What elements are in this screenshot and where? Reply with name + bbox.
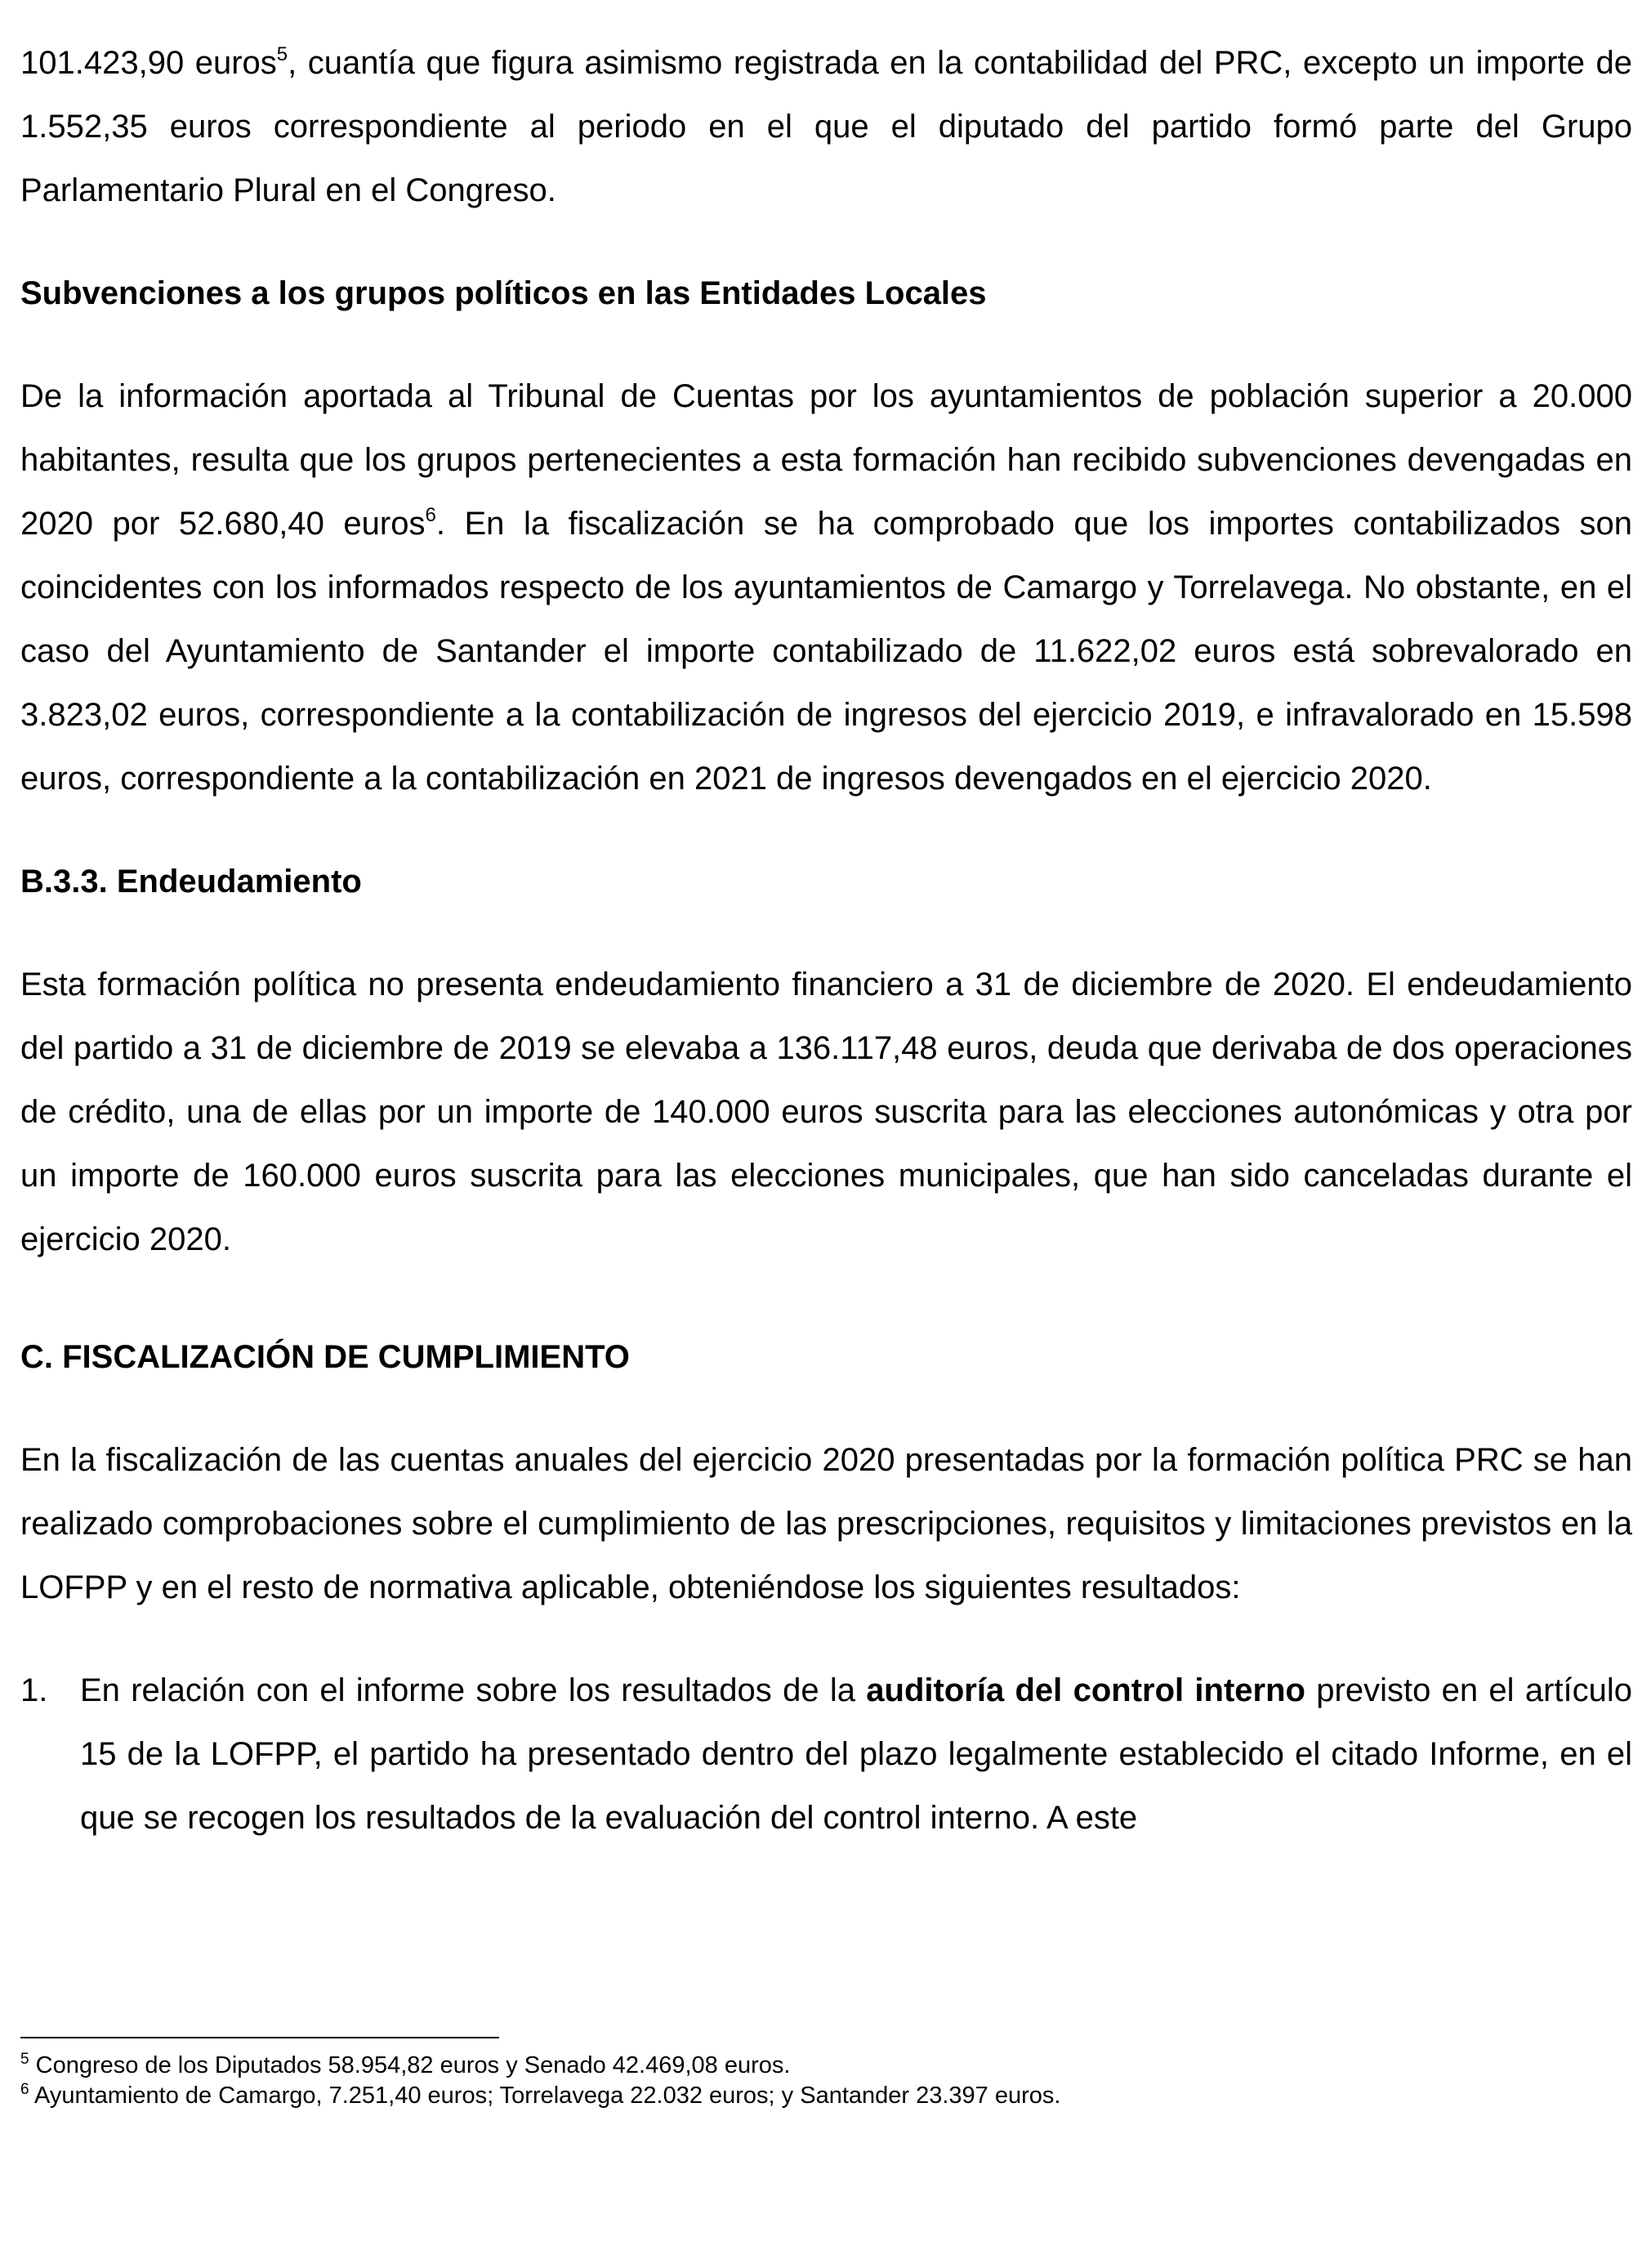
footnote-text: Ayuntamiento de Camargo, 7.251,40 euros; Torrelavega 22.032 euros; y Santander 23.397 euros. — [29, 2083, 1061, 2109]
list-item-text — [80, 1659, 1632, 1850]
footnote-number: 6 — [20, 2081, 29, 2098]
list-item-text-start: En relación con el informe sobre los resultados de la — [80, 1672, 867, 1708]
footnote-text: Congreso de los Diputados 58.954,82 euros y Senado 42.469,08 euros. — [29, 2052, 791, 2078]
section-heading-debt: B.3.3. Endeudamiento — [20, 864, 362, 900]
footnote-reference-6[interactable]: 6 — [425, 504, 436, 526]
emphasis-internal-control-audit: auditoría del control interno — [866, 1672, 1305, 1708]
footnote-number: 5 — [20, 2051, 29, 2068]
paragraph-debt: Esta formación política no presenta endeudamiento financiero a 31 de diciembre de 2020. El endeudamiento del partido a 31 de diciembre de 2019 se elevaba a 136.117,48 euros, deuda que derivaba de dos operaciones de crédito, una de ellas por un importe de 140.000 euros suscrita para las elecciones autonómicas y otra por un importe de 160.000 euros suscrita para las elecciones municipales, que han sido canceladas durante el ejercicio 2020. — [20, 967, 1632, 1257]
footnote-separator — [20, 2037, 499, 2038]
section-heading-local-subsidies: Subvenciones a los grupos políticos en las Entidades Locales — [20, 275, 987, 311]
amount-text: 101.423,90 euros — [20, 45, 277, 81]
document-body — [20, 31, 1632, 1850]
footnote-5 — [20, 2051, 1632, 2081]
section-heading-compliance: C. FISCALIZACIÓN DE CUMPLIMIENTO — [20, 1339, 630, 1375]
list-item-text-end: previsto en el artículo 15 de la LOFPP, el partido ha presentado dentro del plazo legalmente establecido el citado Informe, en el que se recogen los resultados de la evaluación del control interno. A este — [80, 1672, 1632, 1836]
paragraph-compliance-intro: En la fiscalización de las cuentas anuales del ejercicio 2020 presentadas por la formación política PRC se han realizado comprobaciones sobre el cumplimiento de las prescripciones, requisitos y limitaciones previstos en la LOFPP y en el resto de normativa aplicable, obteniéndose los siguientes resultados: — [20, 1442, 1632, 1605]
footnote-6 — [20, 2081, 1632, 2111]
footnotes — [20, 2051, 1632, 2111]
paragraph-prc-parliamentary-subsidies — [20, 31, 1632, 222]
list-item-number: 1. — [20, 1672, 48, 1708]
paragraph-local-subsidies — [20, 364, 1632, 810]
footnote-reference-5[interactable]: 5 — [276, 43, 288, 65]
paragraph-text: , cuantía que figura asimismo registrada en la contabilidad del PRC, excepto un importe de 1.552,35 euros correspondiente al periodo en el que el diputado del partido formó parte del Grupo Parlamentario Plural en el Congreso. — [20, 45, 1633, 208]
paragraph-text: De la información aportada al Tribunal de Cuentas por los ayuntamientos de población superior a 20.000 habitantes, resulta que los grupos pertenecientes a esta formación han recibido subvenciones devengadas en 2020 por 52.680,40 euros — [20, 378, 1632, 542]
paragraph-text: . En la fiscalización se ha comprobado que los importes contabilizados son coincidentes con los informados respecto de los ayuntamientos de Camargo y Torrelavega. No obstante, en el caso del Ayuntamiento de Santander el importe contabilizado de 11.622,02 euros está sobrevalorado en 3.823,02 euros, correspondiente a la contabilización de ingresos del ejercicio 2019, e infravalorado en 15.598 euros, correspondiente a la contabilización en 2021 de ingresos devengados en el ejercicio 2020. — [20, 506, 1632, 797]
list-item — [20, 1659, 1632, 1850]
